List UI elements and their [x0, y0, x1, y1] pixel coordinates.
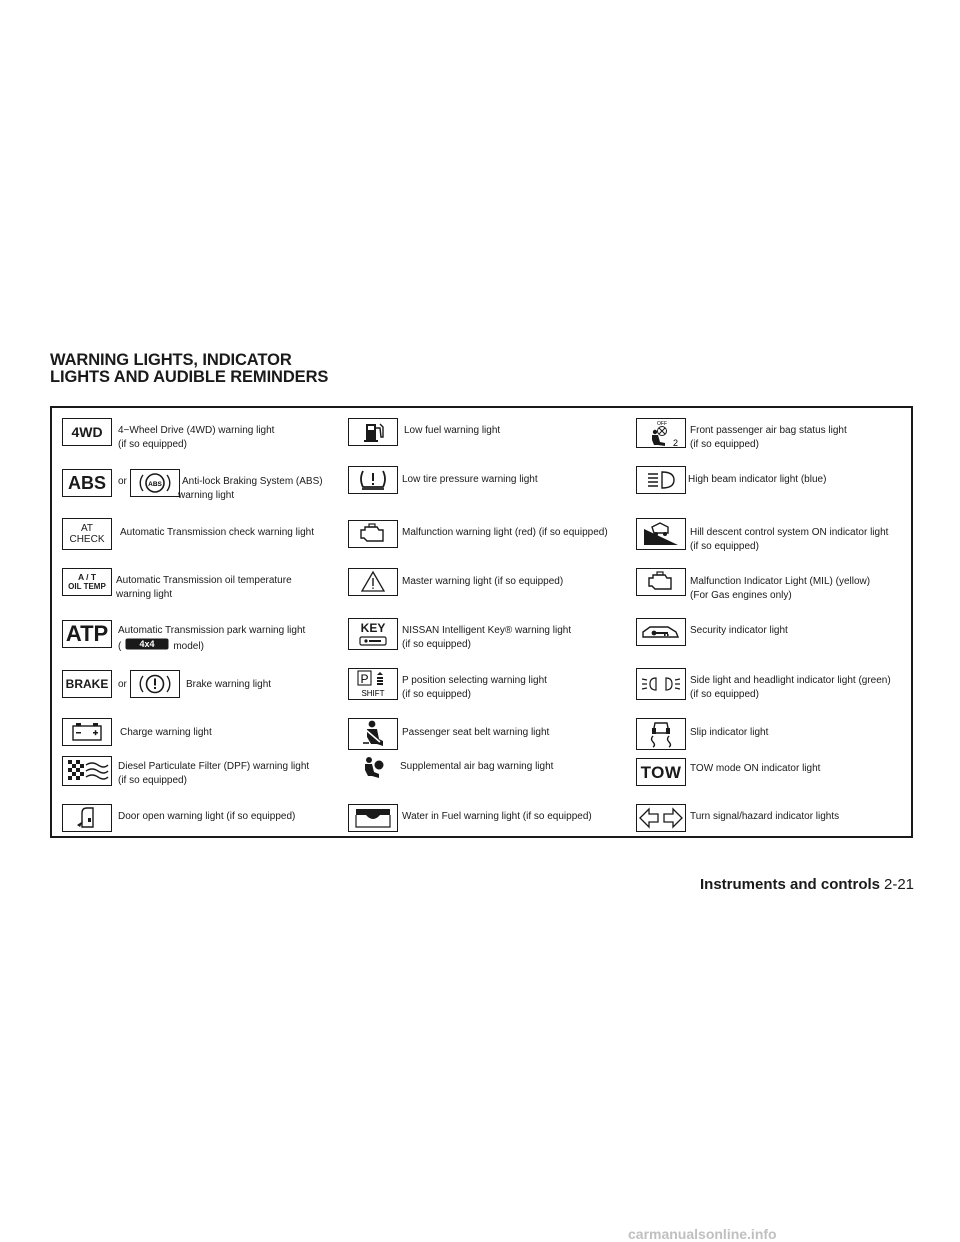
label-hill-descent-line1: Hill descent control system ON indicator light	[690, 527, 889, 538]
label-dpf-line2: (if so equipped)	[118, 775, 187, 786]
label-p-shift	[402, 674, 547, 702]
intelligent-key-icon	[348, 618, 398, 650]
hill-descent-icon	[636, 518, 686, 550]
label-passenger-airbag-line1: Front passenger air bag status light	[690, 425, 847, 436]
label-slip: Slip indicator light	[690, 727, 769, 738]
label-intelligent-key-line2: (if so equipped)	[402, 639, 471, 650]
seat-belt-icon	[348, 718, 398, 750]
turn-signal-arrows-icon	[636, 804, 686, 832]
atp-icon	[62, 620, 112, 648]
label-atp-line1: Automatic Transmission park warning light	[118, 625, 306, 636]
tire-pressure-icon	[348, 466, 398, 494]
label-security: Security indicator light	[690, 625, 788, 636]
label-at-oil-temp-line2: warning light	[116, 589, 173, 600]
battery-icon	[62, 718, 112, 746]
abs-icon-text: ABS	[67, 473, 106, 493]
label-at-oil-temp-line1: Automatic Transmission oil temperature	[116, 575, 292, 586]
tow-icon-text: TOW	[640, 762, 682, 782]
label-p-shift-line1: P position selecting warning light	[402, 675, 547, 686]
label-water-in-fuel: Water in Fuel warning light (if so equipped)	[402, 811, 592, 822]
warning-lights-panel	[50, 406, 913, 838]
label-master-warning: Master warning light (if so equipped)	[402, 576, 564, 587]
at-oil-temp-icon	[62, 568, 112, 596]
at-check-icon	[62, 518, 112, 550]
engine-yellow-icon	[636, 568, 686, 596]
at-check-line1: AT	[80, 523, 94, 534]
label-dpf	[118, 760, 309, 788]
label-mil-yellow-line2: (For Gas engines only)	[690, 590, 792, 601]
heading-line-1: WARNING LIGHTS, INDICATOR	[50, 351, 292, 369]
label-malfunction-red: Malfunction warning light (red) (if so equipped)	[402, 527, 608, 538]
heading-line-2: LIGHTS AND AUDIBLE REMINDERS	[50, 368, 329, 386]
label-abs-line2: warning light	[178, 490, 235, 501]
label-atp-model: model)	[173, 640, 204, 652]
dpf-icon	[62, 756, 112, 786]
engine-red-icon	[348, 520, 398, 548]
label-side-light	[690, 674, 891, 702]
master-warning-icon	[348, 568, 398, 596]
abs-icon	[62, 469, 112, 497]
label-4wd-line1: 4−Wheel Drive (4WD) warning light	[118, 425, 275, 436]
water-in-fuel-icon	[348, 804, 398, 832]
brake-icon-text: BRAKE	[65, 677, 109, 691]
label-p-shift-line2: (if so equipped)	[402, 689, 471, 700]
label-4wd-line2: (if so equipped)	[118, 439, 187, 450]
p-shift-sub: SHIFT	[361, 689, 385, 698]
label-at-check: Automatic Transmission check warning light	[120, 527, 314, 538]
key-icon-text: KEY	[360, 620, 386, 635]
label-intelligent-key	[402, 624, 571, 652]
label-turn-signal: Turn signal/hazard indicator lights	[690, 811, 840, 822]
airbag-off-text: OFF	[657, 421, 667, 427]
label-passenger-airbag-status	[690, 424, 847, 452]
label-hill-descent-line2: (if so equipped)	[690, 541, 759, 552]
label-tow: TOW mode ON indicator light	[690, 763, 821, 774]
fuel-pump-icon	[348, 418, 398, 446]
footer-page-number: 2-21	[884, 876, 915, 893]
watermark: carmanualsonline.info	[628, 1226, 777, 1242]
4wd-icon	[62, 418, 112, 446]
side-light-icon	[636, 668, 686, 700]
label-atp-line2	[118, 638, 305, 655]
abs-circle-icon-text: ABS	[148, 481, 162, 488]
slip-car-icon	[636, 718, 686, 750]
label-charge: Charge warning light	[120, 727, 212, 738]
p-shift-letter: P	[360, 672, 369, 686]
label-door-open: Door open warning light (if so equipped)	[118, 811, 296, 822]
high-beam-icon	[636, 466, 686, 494]
label-brake: Brake warning light	[186, 679, 272, 690]
label-side-light-line2: (if so equipped)	[690, 689, 759, 700]
door-open-icon	[62, 804, 112, 832]
label-low-fuel: Low fuel warning light	[404, 425, 501, 436]
at-check-line2: CHECK	[69, 534, 105, 545]
label-intelligent-key-line1: NISSAN Intelligent Key® warning light	[402, 625, 572, 636]
label-atp	[118, 624, 305, 655]
label-supplemental-airbag: Supplemental air bag warning light	[400, 761, 554, 772]
label-seat-belt: Passenger seat belt warning light	[402, 727, 550, 738]
label-low-tire: Low tire pressure warning light	[402, 474, 538, 485]
airbag-icon	[348, 754, 398, 782]
atp-icon-text: ATP	[65, 621, 109, 646]
brake-icon	[62, 670, 112, 698]
brake-circle-icon	[130, 670, 180, 698]
label-mil-yellow-line1: Malfunction Indicator Light (MIL) (yellow)	[690, 576, 871, 587]
label-abs-line1: Anti-lock Braking System (ABS)	[182, 476, 323, 487]
or-text: or	[118, 679, 127, 690]
page-heading	[50, 352, 328, 386]
label-passenger-airbag-line2: (if so equipped)	[690, 439, 759, 450]
label-mil-yellow	[690, 575, 870, 603]
security-car-key-icon	[636, 618, 686, 646]
label-abs	[178, 475, 323, 503]
label-hill-descent	[690, 526, 888, 554]
or-text: or	[118, 476, 127, 487]
label-atp-paren: (	[118, 640, 122, 652]
abs-circle-icon	[130, 469, 180, 497]
footer-section-title: Instruments and controls	[700, 876, 881, 893]
label-high-beam: High beam indicator light (blue)	[688, 474, 827, 485]
4x4-badge-text: 4x4	[139, 639, 155, 650]
4x4-badge-icon	[125, 638, 169, 655]
at-oil-temp-line1: A / T	[77, 572, 97, 582]
label-side-light-line1: Side light and headlight indicator light (green)	[690, 675, 891, 686]
label-at-oil-temp	[116, 574, 292, 602]
label-4wd	[118, 424, 274, 452]
p-shift-icon	[348, 668, 398, 700]
at-oil-temp-line2: OIL TEMP	[68, 582, 106, 591]
label-dpf-line1: Diesel Particulate Filter (DPF) warning light	[118, 761, 310, 772]
airbag-seat-number: 2	[673, 438, 679, 447]
tow-icon	[636, 758, 686, 786]
passenger-airbag-off-icon	[636, 418, 686, 448]
4wd-icon-text: 4WD	[71, 424, 103, 440]
